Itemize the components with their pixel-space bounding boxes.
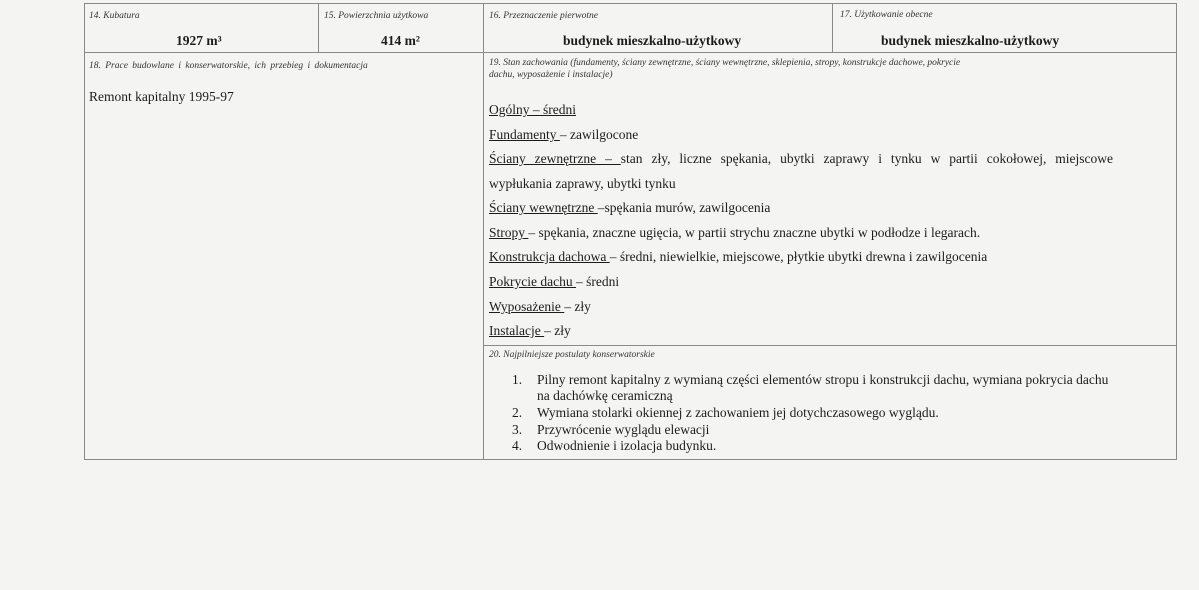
postulat-item (512, 405, 1122, 421)
postulat-text: Pilny remont kapitalny z wymianą części elementów stropu i konstrukcji dachu, wymiana pokrycia dachu na dachówkę ceramiczną (537, 372, 1109, 403)
stan-item-key: Wyposażenie (489, 299, 565, 314)
stan-item-pokrycie-dachu (489, 274, 619, 290)
table-bottom-border (84, 459, 1177, 460)
divider-14-15 (318, 3, 319, 53)
postulaty-top-border (483, 345, 1177, 346)
stan-item-fundamenty (489, 127, 638, 143)
stan-item-value: stan zły, liczne spękania, ubytki zaprawy i tynku w partii cokołowej, miejscowe (620, 151, 1114, 166)
divider-16-17 (832, 3, 833, 53)
right-border (1176, 3, 1177, 460)
postulaty-label: 20. Najpilniejsze postulaty konserwatorskie (489, 350, 655, 360)
stan-item-key: Ściany wewnętrzne (489, 200, 598, 215)
powierzchnia-value: 414 m² (381, 33, 420, 48)
postulat-number: 2. (512, 405, 523, 420)
stan-item-key: Instalacje (489, 323, 545, 338)
stan-item-key: Ogólny – średni (489, 102, 576, 117)
przeznaczenie-value: budynek mieszkalno-użytkowy (563, 33, 742, 48)
uzytkowanie-label: 17. Użytkowanie obecne (840, 10, 933, 20)
powierzchnia-label: 15. Powierzchnia użytkowa (324, 11, 429, 21)
kubatura-value: 1927 m³ (176, 33, 222, 48)
stan-item-sciany-zewnetrzne (489, 151, 1113, 167)
stan-item-key: Stropy (489, 225, 529, 240)
prace-text: Remont kapitalny 1995-97 (89, 89, 234, 104)
table-top-border (84, 3, 1177, 4)
stan-item-sciany-wewnetrzne (489, 200, 770, 216)
stan-item-stropy (489, 225, 980, 241)
stan-item-instalacje (489, 323, 571, 339)
stan-item-key: Pokrycie dachu (489, 274, 576, 289)
przeznaczenie-label: 16. Przeznaczenie pierwotne (489, 11, 598, 21)
prace-label: 18. Prace budowlane i konserwatorskie, ich przebieg i dokumentacja (89, 61, 368, 71)
stan-label-line1: 19. Stan zachowania (fundamenty, ściany zewnętrzne, ściany wewnętrzne, sklepienia, stropy, konstrukcje dachowe, pokrycie (489, 58, 961, 68)
stan-item-value: –spękania murów, zawilgocenia (597, 200, 771, 215)
stan-item-key: Fundamenty (489, 127, 560, 142)
postulat-text: Wymiana stolarki okiennej z zachowaniem jej dotychczasowego wyglądu. (537, 405, 939, 420)
stan-item-wyposazenie (489, 299, 591, 315)
row1-bottom-border (84, 52, 1177, 53)
stan-item-value: – zawilgocone (559, 127, 639, 142)
postulat-number: 1. (512, 372, 523, 387)
stan-item-sciany-zewnetrzne-cont: wypłukania zaprawy, ubytki tynku (489, 176, 676, 191)
uzytkowanie-value: budynek mieszkalno-użytkowy (881, 33, 1060, 48)
kubatura-label: 14. Kubatura (89, 11, 140, 21)
stan-item-value: – zły (564, 299, 591, 314)
postulat-text: Odwodnienie i izolacja budynku. (537, 438, 717, 453)
postulat-text: Przywrócenie wyglądu elewacji (537, 422, 710, 437)
stan-item-value: – średni (575, 274, 620, 289)
stan-item-key: Konstrukcja dachowa (489, 249, 610, 264)
stan-item-key: Ściany zewnętrzne – (489, 151, 621, 166)
stan-label-line2: dachu, wyposażenie i instalacje) (489, 70, 613, 80)
stan-item-value: – spękania, znaczne ugięcia, w partii strychu znaczne ubytki w podłodze i legarach. (528, 225, 981, 240)
postulat-number: 3. (512, 422, 523, 437)
postulat-number: 4. (512, 438, 523, 453)
postulat-item (512, 438, 1122, 454)
divider-main (483, 3, 484, 460)
postulat-item (512, 422, 1122, 438)
stan-item-ogolny (489, 102, 576, 118)
stan-item-value: – średni, niewielkie, miejscowe, płytkie ubytki drewna i zawilgocenia (609, 249, 988, 264)
stan-item-konstrukcja-dachowa (489, 249, 987, 265)
postulat-item (512, 372, 1122, 404)
stan-item-value: – zły (544, 323, 571, 338)
left-border (84, 3, 85, 460)
